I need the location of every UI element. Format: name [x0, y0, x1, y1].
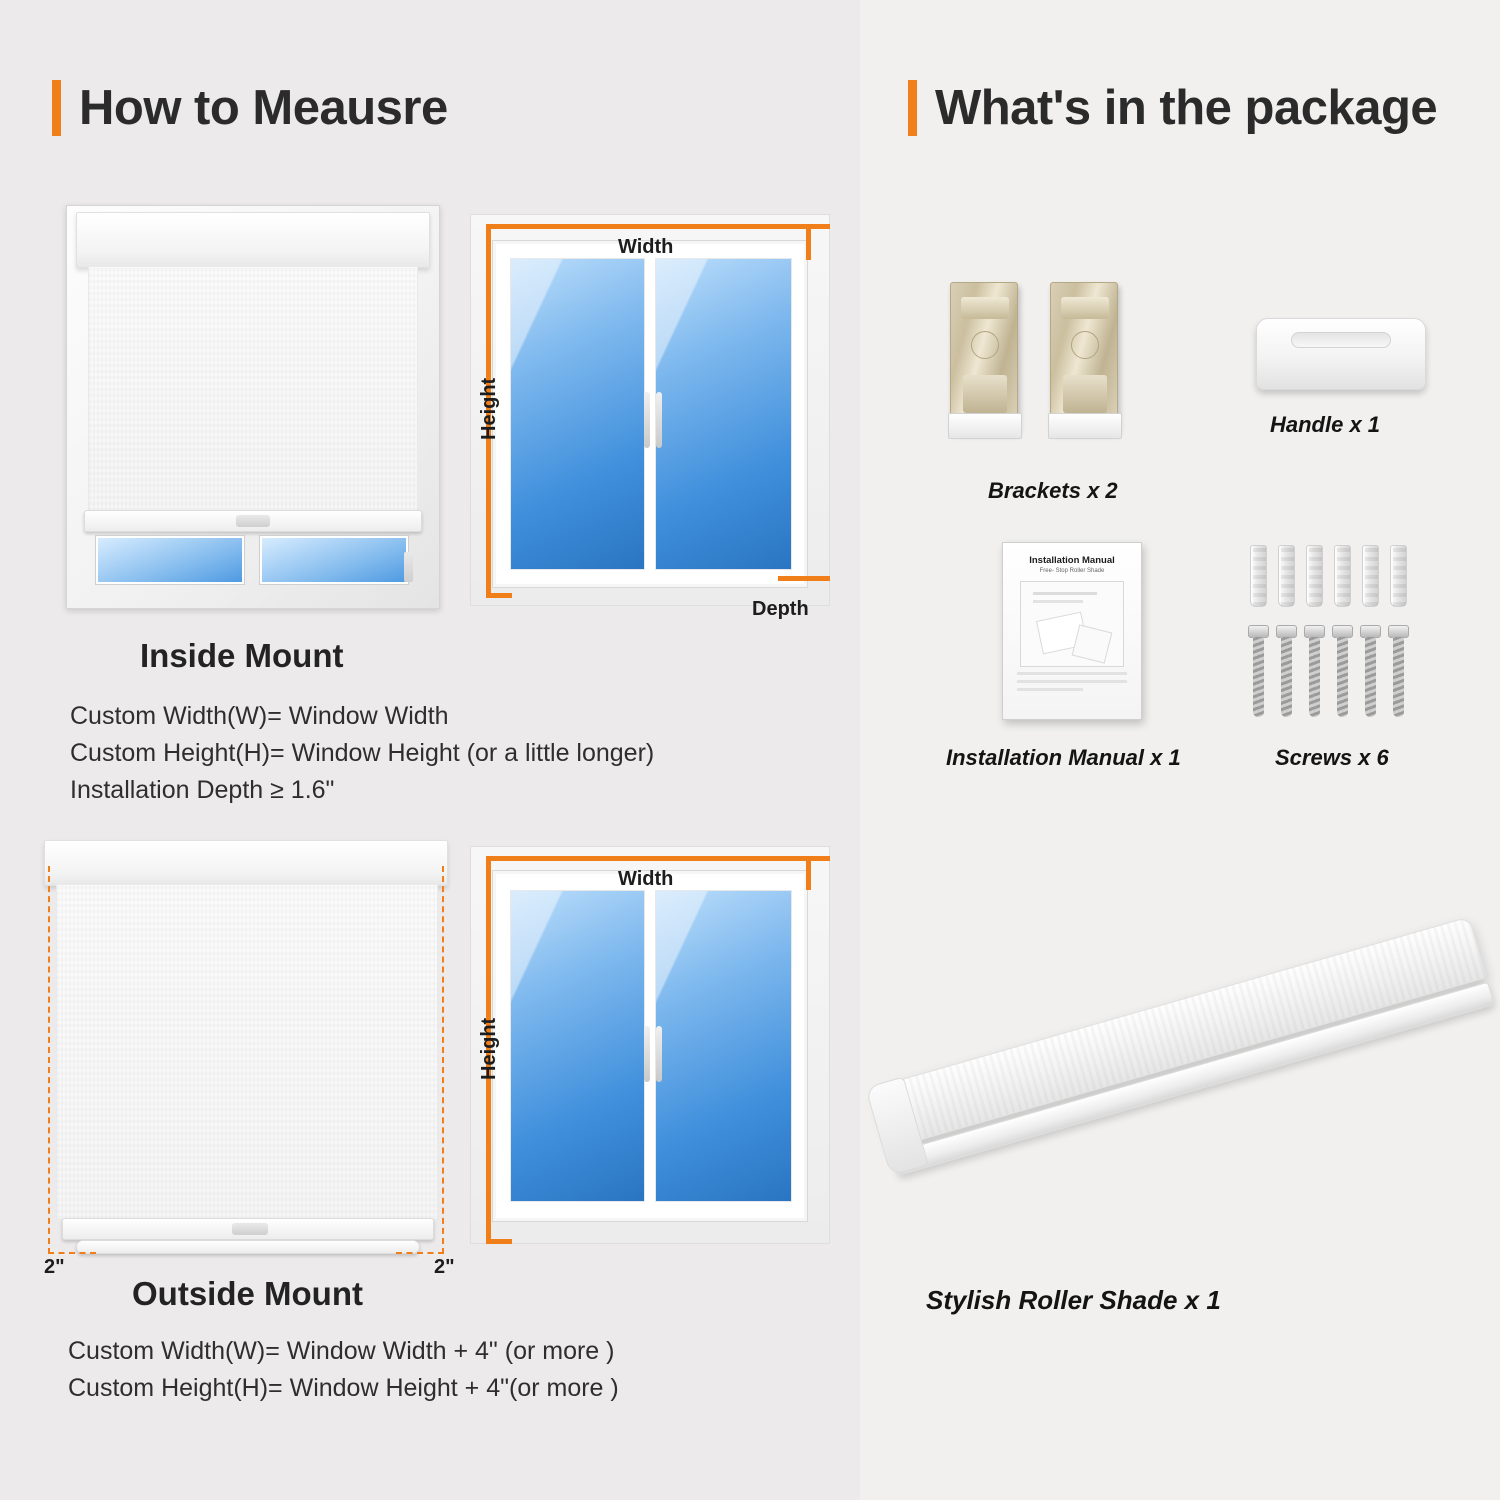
handle-part — [1256, 318, 1426, 390]
shade-fabric — [88, 266, 418, 512]
manual-diagram-box — [1020, 581, 1124, 667]
right-overhang-mark — [396, 1252, 444, 1254]
bracket-1 — [950, 282, 1018, 432]
brackets-caption: Brackets x 2 — [988, 478, 1118, 503]
accent-bar-right — [908, 80, 917, 136]
glass-left-outside — [510, 890, 645, 1202]
glass-right — [655, 258, 792, 570]
label-left-margin: 2" — [44, 1256, 65, 1278]
accent-bar — [52, 80, 61, 136]
label-right-margin: 2" — [434, 1256, 455, 1278]
valance-outside — [44, 840, 448, 886]
label-depth: Depth — [752, 598, 809, 620]
left-overhang-dashed-line — [48, 866, 50, 1254]
window-handle — [404, 552, 413, 582]
bracket-2-base — [1048, 413, 1122, 439]
casement-handle-right-outside — [656, 1026, 662, 1082]
glass-left — [510, 258, 645, 570]
screws-caption: Screws x 6 — [1275, 745, 1389, 770]
window-pane-right — [260, 536, 408, 584]
inside-spec-1: Custom Width(W)= Window Width — [70, 702, 449, 730]
casement-handle-right — [656, 392, 662, 448]
width-dimension-line — [486, 224, 830, 229]
handle-grip — [236, 515, 270, 527]
screw-5 — [1363, 625, 1378, 717]
window-sill — [76, 1240, 420, 1254]
bracket-2 — [1050, 282, 1118, 432]
package-contents-panel — [860, 0, 1500, 1500]
inside-mount-title: Inside Mount — [140, 637, 344, 674]
package-title: What's in the package — [935, 81, 1438, 135]
height-tick-bottom — [486, 593, 512, 598]
bracket-1-base — [948, 413, 1022, 439]
handle-grip-outside — [232, 1223, 268, 1235]
outside-mount-title: Outside Mount — [132, 1275, 363, 1312]
handle-caption: Handle x 1 — [1270, 412, 1381, 437]
inside-spec-3: Installation Depth ≥ 1.6" — [70, 776, 335, 804]
label-width: Width — [618, 236, 674, 258]
wall-anchor-2 — [1278, 545, 1295, 607]
manual-booklet — [1002, 542, 1142, 720]
wall-anchor-3 — [1306, 545, 1323, 607]
manual-text-line-1 — [1017, 672, 1127, 675]
screw-1 — [1251, 625, 1266, 717]
screw-6 — [1391, 625, 1406, 717]
label-height-outside: Height — [478, 1017, 500, 1080]
height-tick-bottom-outside — [486, 1239, 512, 1244]
inside-spec-2: Custom Height(H)= Window Height (or a little longer) — [70, 739, 655, 767]
manual-caption: Installation Manual x 1 — [946, 745, 1181, 770]
roller-shade-caption: Stylish Roller Shade x 1 — [926, 1285, 1221, 1315]
manual-subtitle: Free- Stop Roller Shade — [1039, 568, 1105, 574]
valance — [76, 212, 430, 268]
width-tick-right — [806, 224, 811, 260]
casement-handle-left-outside — [644, 1026, 650, 1082]
handle-notch — [1291, 332, 1391, 348]
casement-handle-left — [644, 392, 650, 448]
wall-anchor-5 — [1362, 545, 1379, 607]
width-tick-right-outside — [806, 856, 811, 890]
roller-shade-body — [873, 916, 1494, 1175]
wall-anchor-1 — [1250, 545, 1267, 607]
wall-anchor-6 — [1390, 545, 1407, 607]
window-pane-left — [96, 536, 244, 584]
label-width-outside: Width — [618, 868, 674, 890]
outside-spec-1: Custom Width(W)= Window Width + 4" (or more ) — [68, 1337, 615, 1365]
depth-tick — [778, 576, 830, 581]
left-overhang-mark — [48, 1252, 96, 1254]
manual-title: Installation Manual — [1029, 555, 1115, 566]
width-dimension-line-outside — [486, 856, 830, 861]
right-overhang-dashed-line — [442, 866, 444, 1254]
shade-fabric-outside — [56, 884, 438, 1220]
manual-text-line-2 — [1017, 680, 1127, 683]
screw-3 — [1307, 625, 1322, 717]
wall-anchor-4 — [1334, 545, 1351, 607]
screw-4 — [1335, 625, 1350, 717]
label-height: Height — [478, 377, 500, 440]
how-to-measure-heading — [52, 80, 448, 136]
glass-right-outside — [655, 890, 792, 1202]
manual-text-line-3 — [1017, 688, 1083, 691]
package-heading — [908, 80, 1437, 136]
outside-spec-2: Custom Height(H)= Window Height + 4"(or more ) — [68, 1374, 619, 1402]
how-to-measure-title: How to Meausre — [79, 81, 448, 135]
screw-2 — [1279, 625, 1294, 717]
